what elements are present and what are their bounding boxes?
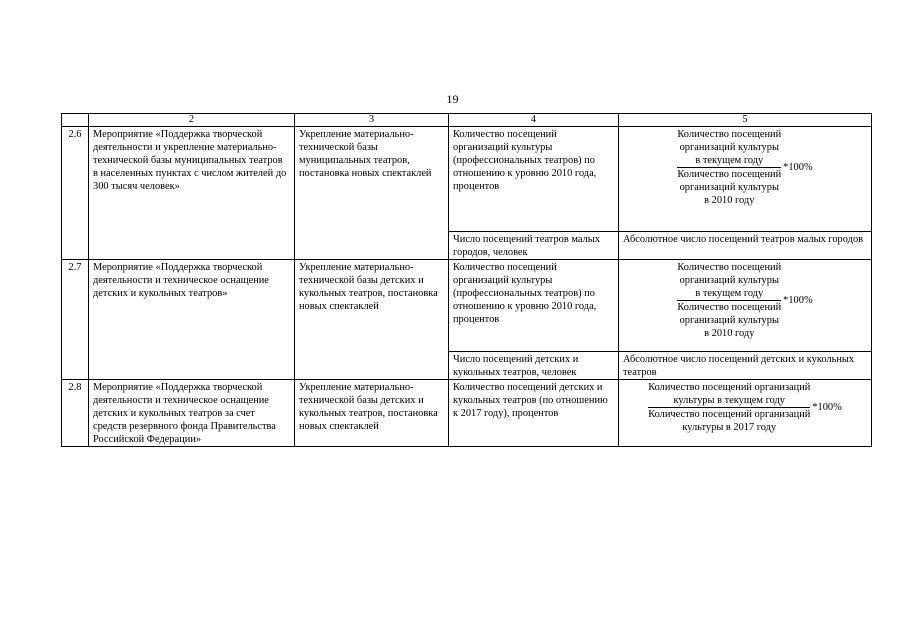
multiplier: *100% (812, 402, 842, 413)
header-cell-4: 4 (449, 114, 619, 127)
result-cell: Укрепление материально-технической базы муниципальных театров, постановка новых спектаклей (295, 127, 449, 260)
numerator-line: организаций культуры (679, 142, 779, 153)
numerator-line: организаций культуры (679, 275, 779, 286)
denominator-line: в 2010 году (704, 195, 755, 206)
numerator-line: в текущем году (695, 155, 764, 166)
denominator-line: культуры в 2017 году (682, 422, 777, 433)
table-row (62, 380, 872, 447)
header-cell-2: 2 (89, 114, 295, 127)
denominator-line: в 2010 году (704, 328, 755, 339)
formula-fraction (623, 381, 867, 434)
table-row (62, 260, 872, 352)
indicator-cell: Количество посещений организаций культуры (профессиональных театров) по отношению к уровню 2010 года, процентов (449, 127, 619, 232)
denominator-line: Количество посещений организаций (648, 409, 811, 420)
header-cell-5: 5 (619, 114, 872, 127)
formula-cell: Абсолютное число посещений детских и кукольных театров (619, 352, 872, 380)
numerator-line: в текущем году (695, 288, 764, 299)
indicators-table (61, 113, 872, 447)
row-number: 2.8 (62, 380, 89, 447)
event-cell: Мероприятие «Поддержка творческой деятельности и укрепление материально-технической базы муниципальных театров в населенных пунктах с числом жителей до 300 тысяч человек» (89, 127, 295, 260)
formula-fraction (623, 128, 867, 207)
numerator-line: Количество посещений организаций (648, 382, 811, 393)
result-cell: Укрепление материально-технической базы детских и кукольных театров, постановка новых спектаклей (295, 380, 449, 447)
indicator-cell: Количество посещений организаций культуры (профессиональных театров) по отношению к уровню 2010 года, процентов (449, 260, 619, 352)
indicator-cell: Число посещений театров малых городов, человек (449, 232, 619, 260)
multiplier: *100% (783, 295, 813, 306)
page-number: 19 (446, 92, 459, 106)
event-cell: Мероприятие «Поддержка творческой деятельности и техническое оснащение детских и кукольных театров за счет средств резервного фонда Правительства Российской Федерации» (89, 380, 295, 447)
header-row (62, 114, 872, 127)
denominator-line: организаций культуры (679, 315, 779, 326)
header-cell-1 (62, 114, 89, 127)
formula-cell (619, 260, 872, 352)
denominator-line: Количество посещений (677, 302, 782, 313)
indicator-cell: Количество посещений детских и кукольных театров (по отношению к 2017 году), процентов (449, 380, 619, 447)
table-row (62, 127, 872, 232)
multiplier: *100% (783, 162, 813, 173)
numerator-line: Количество посещений (677, 129, 782, 140)
event-cell: Мероприятие «Поддержка творческой деятельности и техническое оснащение детских и кукольных театров» (89, 260, 295, 380)
denominator-line: Количество посещений (677, 169, 782, 180)
header-cell-3: 3 (295, 114, 449, 127)
row-number: 2.6 (62, 127, 89, 260)
result-cell: Укрепление материально-технической базы детских и кукольных театров, постановка новых спектаклей (295, 260, 449, 380)
formula-fraction (623, 261, 867, 340)
formula-cell (619, 127, 872, 232)
formula-cell: Абсолютное число посещений театров малых городов (619, 232, 872, 260)
denominator-line: организаций культуры (679, 182, 779, 193)
indicator-cell: Число посещений детских и кукольных театров, человек (449, 352, 619, 380)
numerator-line: Количество посещений (677, 262, 782, 273)
row-number: 2.7 (62, 260, 89, 380)
numerator-line: культуры в текущем году (673, 395, 785, 406)
formula-cell (619, 380, 872, 447)
